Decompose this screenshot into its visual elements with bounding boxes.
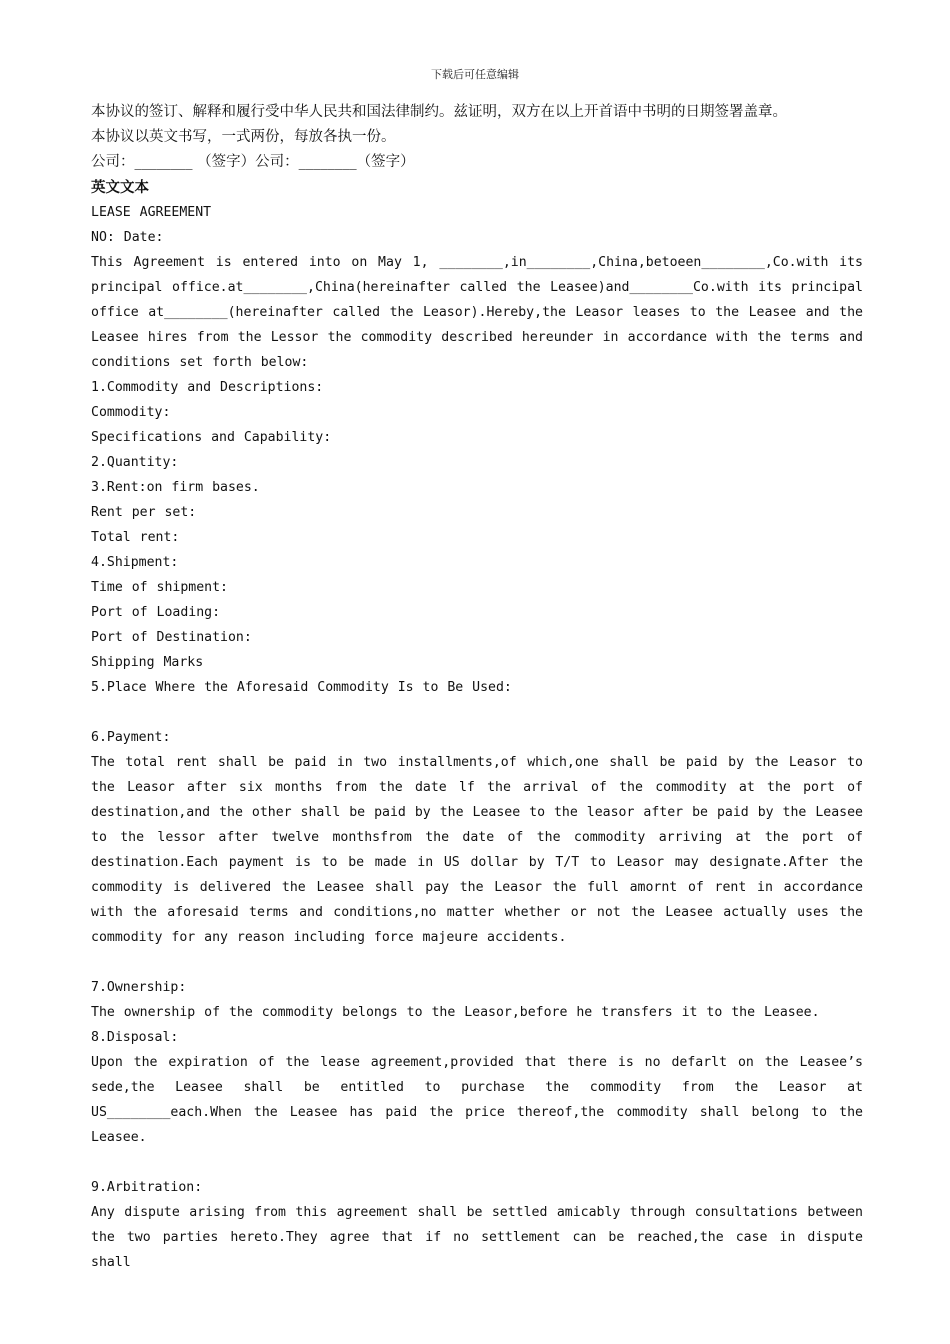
section-2-heading: 2.Quantity: <box>91 455 179 470</box>
agreement-no-date: NO: Date: <box>91 230 164 245</box>
section-7-heading: 7.Ownership: <box>91 980 187 995</box>
section-9-body: Any dispute arising from this agreement shall be settled amicably through consultations between the two parties hereto.They agree that if no settlement can be reached,the case in dispute shall <box>91 1205 863 1270</box>
section-5-heading: 5.Place Where the Aforesaid Commodity Is to Be Used: <box>91 680 512 695</box>
section-8-heading: 8.Disposal: <box>91 1030 179 1045</box>
section-9-heading: 9.Arbitration: <box>91 1180 203 1195</box>
blank-line <box>91 1150 863 1175</box>
section-4-shipping-marks: Shipping Marks <box>91 655 204 670</box>
section-3-heading: 3.Rent:on firm bases. <box>91 480 260 495</box>
section-title-english-text: 英文文本 <box>91 179 149 196</box>
section-3-rent-per-set: Rent per set: <box>91 505 197 520</box>
section-6-heading: 6.Payment: <box>91 730 171 745</box>
section-8-body: Upon the expiration of the lease agreement,provided that there is no defarlt on the Leasee’s sede,the Leasee shall be entitled to purchase the commodity from the Leasor at US________each.When the Leasee has paid the price thereof,the commodity shall belong to the Leasee. <box>91 1055 863 1145</box>
section-1-specifications: Specifications and Capability: <box>91 430 332 445</box>
section-1-heading: 1.Commodity and Descriptions: <box>91 380 324 395</box>
blank-line <box>91 700 863 725</box>
cn-line-signatures: 公司：________ （签字）公司：________（签字） <box>91 154 415 170</box>
blank-line <box>91 950 863 975</box>
cn-line-copies: 本协议以英文书写，一式两份，每放各执一份。 <box>91 129 396 145</box>
section-4-heading: 4.Shipment: <box>91 555 179 570</box>
section-7-body: The ownership of the commodity belongs to the Leasor,before he transfers it to the Leasee. <box>91 1005 820 1020</box>
section-1-commodity: Commodity: <box>91 405 171 420</box>
section-4-port-of-destination: Port of Destination: <box>91 630 252 645</box>
section-4-time-of-shipment: Time of shipment: <box>91 580 228 595</box>
document-body <box>91 100 863 1275</box>
page-header: 下载后可任意编辑 <box>431 68 519 81</box>
section-6-body: The total rent shall be paid in two installments,of which,one shall be paid by the Leasor to the Leasor after six months from the date lf the arrival of the commodity at the port of destination,and the other shall be paid by the Leasee to the leasor after be paid by the Leasee to the lessor after twelve monthsfrom the date of the commodity arriving at the port of destination.Each payment is to be made in US dollar by T/T to Leasor may designate.After the commodity is delivered the Leasee shall pay the Leasor the full amornt of rent in accordance with the aforesaid terms and conditions,no matter whether or not the Leasee actually uses the commodity for any reason including force majeure accidents. <box>91 755 863 945</box>
cn-line-governing-law: 本协议的签订、解释和履行受中华人民共和国法律制约。兹证明，双方在以上开首语中书明的日期签署盖章。 <box>91 104 787 120</box>
agreement-title: LEASE AGREEMENT <box>91 205 212 220</box>
section-3-total-rent: Total rent: <box>91 530 180 545</box>
section-4-port-of-loading: Port of Loading: <box>91 605 221 620</box>
agreement-intro: This Agreement is entered into on May 1, ________,in________,China,betoeen________,Co.with its principal office.at________,China(hereinafter called the Leasee)and________Co.with its principal office at________(hereinafter called the Leasor).Hereby,the Leasor leases to the Leasee and the Leasee hires from the Lessor the commodity described hereunder in accordance with the terms and conditions set forth below: <box>91 255 863 370</box>
